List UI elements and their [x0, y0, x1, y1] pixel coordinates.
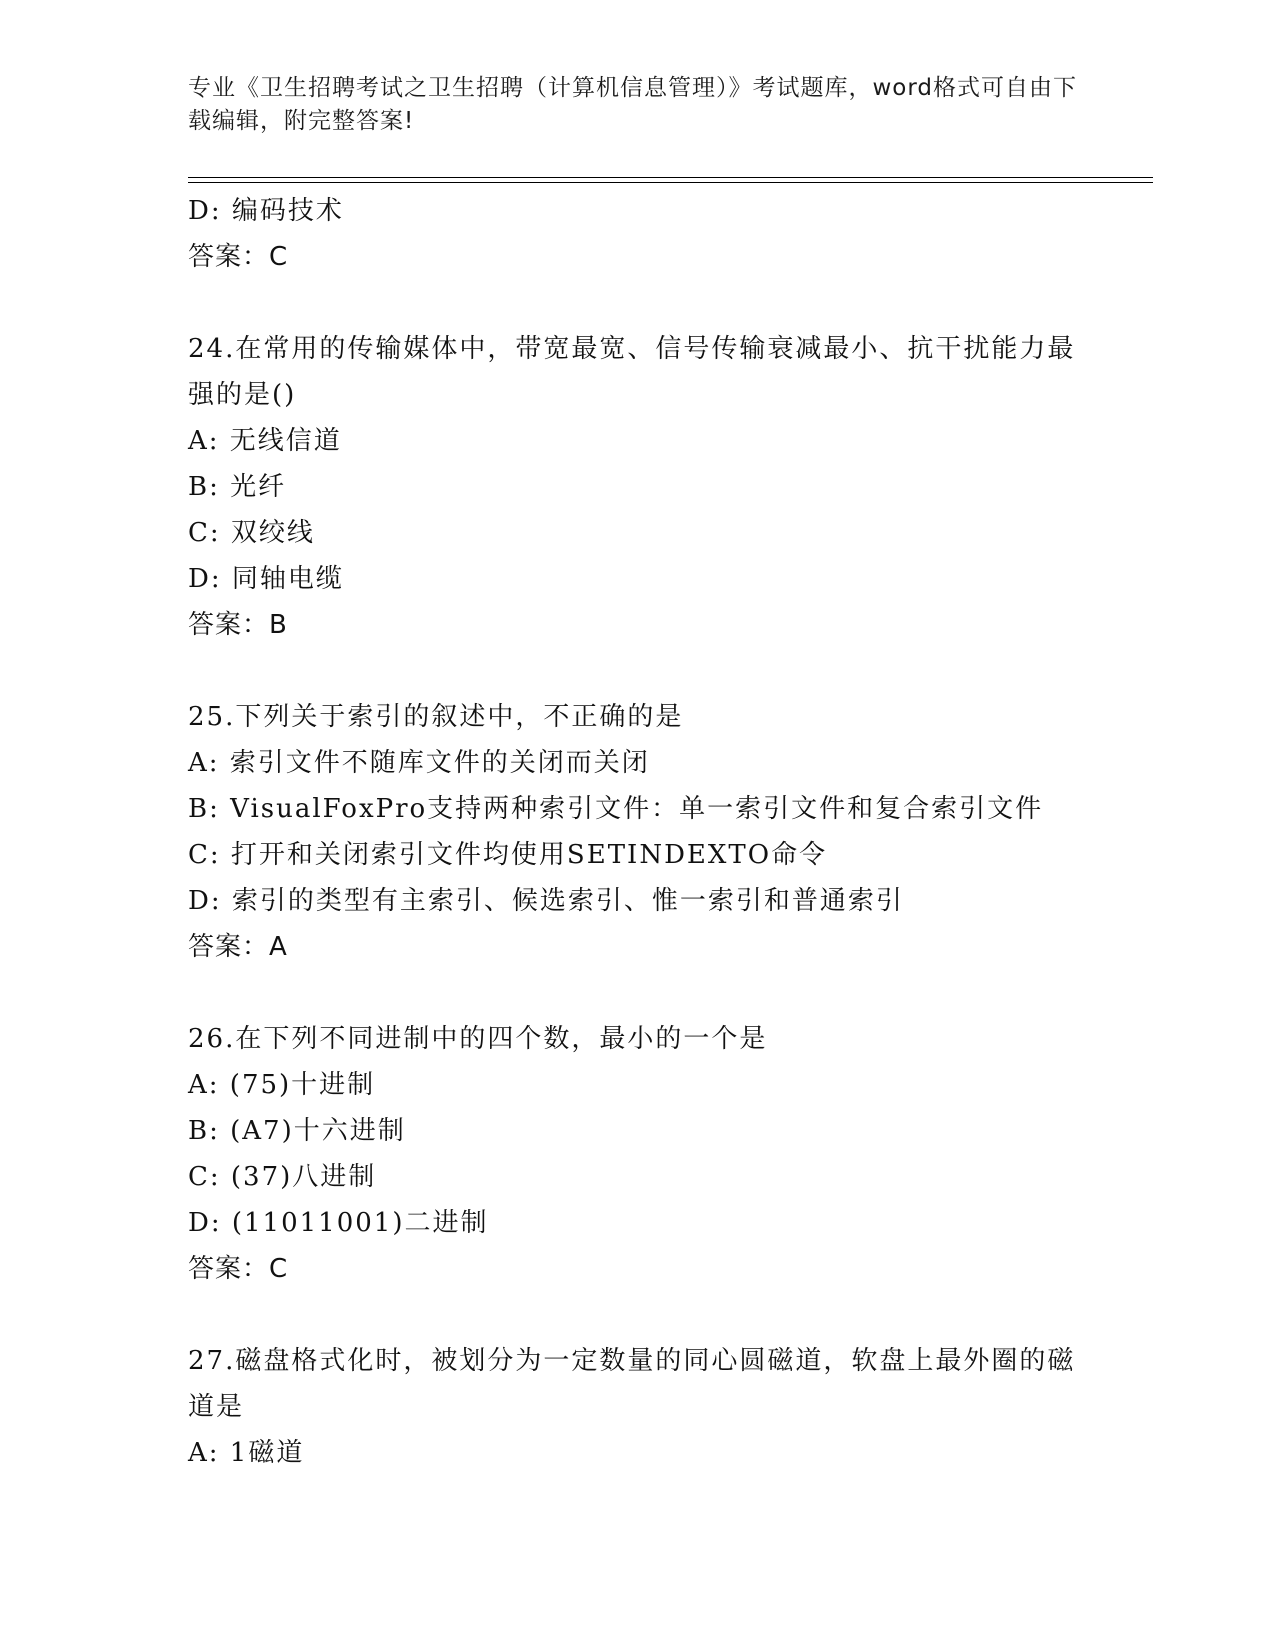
option-c: C: 双绞线 — [188, 518, 315, 548]
question-list — [188, 188, 1088, 1476]
option-b: B: VisualFoxPro支持两种索引文件：单一索引文件和复合索引文件 — [188, 794, 1044, 824]
question-stem: 25.下列关于索引的叙述中，不正确的是 — [188, 702, 684, 732]
header-divider-double — [188, 182, 1153, 183]
option-d: D: (11011001)二进制 — [188, 1208, 489, 1238]
option-d: D: 索引的类型有主索引、候选索引、惟一索引和普通索引 — [188, 886, 904, 916]
question-stem: 26.在下列不同进制中的四个数，最小的一个是 — [188, 1024, 768, 1054]
answer: 答案：A — [188, 932, 288, 962]
answer: 答案：B — [188, 610, 288, 640]
question-stem: 27.磁盘格式化时，被划分为一定数量的同心圆磁道，软盘上最外圈的磁道是 — [188, 1346, 1076, 1422]
option-d: D: 编码技术 — [188, 196, 344, 226]
option-a: A: 索引文件不随库文件的关闭而关闭 — [188, 748, 650, 778]
answer: 答案：C — [188, 242, 289, 272]
header-divider — [188, 177, 1153, 178]
page-header: 专业《卫生招聘考试之卫生招聘（计算机信息管理）》考试题库，word格式可自由下载编辑，附完整答案! — [188, 75, 1078, 134]
question-stem: 24.在常用的传输媒体中，带宽最宽、信号传输衰减最小、抗干扰能力最强的是() — [188, 334, 1076, 410]
option-a: A: 无线信道 — [188, 426, 342, 456]
option-b: B: (A7)十六进制 — [188, 1116, 406, 1146]
option-c: C: (37)八进制 — [188, 1162, 377, 1192]
option-a: A: (75)十进制 — [188, 1070, 376, 1100]
option-d: D: 同轴电缆 — [188, 564, 344, 594]
option-c: C: 打开和关闭索引文件均使用SETINDEXTO命令 — [188, 840, 828, 870]
answer: 答案：C — [188, 1254, 289, 1284]
option-b: B: 光纤 — [188, 472, 287, 502]
option-a: A: 1磁道 — [188, 1438, 305, 1468]
